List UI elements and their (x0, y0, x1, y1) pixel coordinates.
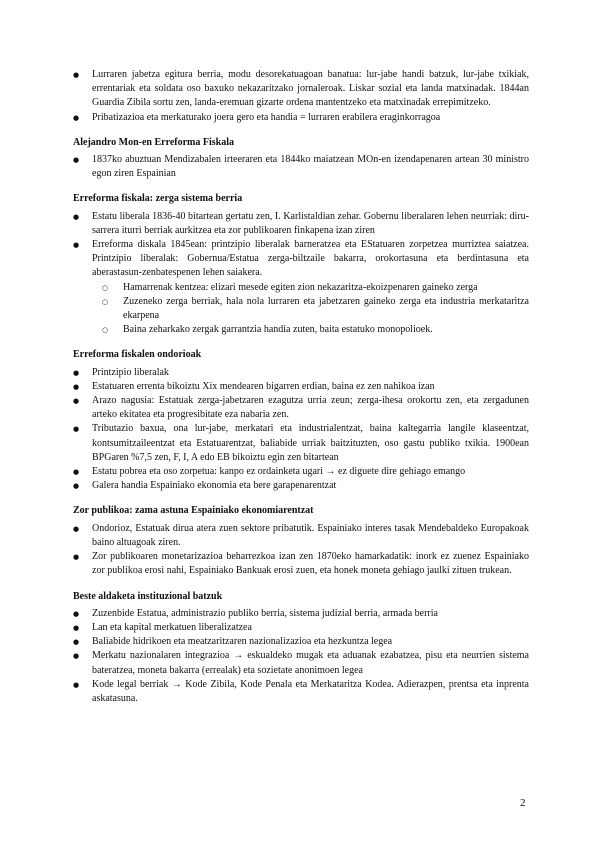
list-item-text: Lan eta kapital merkatuen liberalizatzea (92, 621, 252, 633)
section-heading: Beste aldaketa instituzional batzuk (73, 590, 223, 602)
list-item (73, 238, 529, 337)
list-item-text: Zuzenbide Estatua, administrazio publiko berria, sistema judizial berria, armada berria (92, 607, 438, 619)
list-item (73, 649, 529, 677)
list-item (73, 366, 529, 380)
intro-list (73, 68, 529, 125)
list-item-text: Zor publikoaren monetarizazioa beharrezkoa izan zen 1870eko hamarkadatik: inork ez zuenez Espainiako zor publikoa erosi nahi, Espainiako Bankuak erosi zuen, eta honek moneta gehiago jaulki zituen trukean. (92, 551, 529, 577)
section-heading: Erreforma fiskala: zerga sistema berria (73, 193, 243, 205)
list-item-text: Arazo nagusia: Estatuak zerga-jabetzaren ezagutza urria zeun; zerga-ihesa orokortu zen, eta zergadunen arteko ekitatea eta progresibitate eza nabaria zen. (92, 395, 529, 421)
section-list (73, 153, 529, 181)
section-heading: Alejandro Mon-en Erreforma Fiskala (73, 136, 235, 148)
list-item (73, 465, 529, 479)
list-item-text: 1837ko abuztuan Mendizabalen irteeraren eta 1844ko maiatzean MOn-en izendapenaren artean 30 ministro egon ziren Espainian (92, 154, 529, 180)
list-item: ● Lurraren jabetza egitura berria, modu desorekatuagoan banatua: lur-jabe handi batzuk, lur-jabe txikiak, errentariak eta soldata oso baxuko nekazaritzako jornaleroak. Liskar sozial eta landa matxinadak. 1844an Guardia Zibila sortu zen, landa-eremuan gizarte ordena mantentzeko eta matxinadak errepimitzeko. (73, 68, 529, 111)
list-item (73, 635, 529, 649)
sub-list-item: ○ Baina zeharkako zergak garrantzia handia zuten, baita estatuko monopolioek. (102, 323, 529, 337)
list-item-text: Kode legal berriak → Kode Zibila, Kode Penala eta Merkataritza Kodea. Adierazpen, prentsa eta inprenta askatasuna. (92, 678, 529, 704)
list-item-text: Estatu pobrea eta oso zorpetua: kanpo ez ordainketa ugari → ez diguete dire gehiago emango (92, 466, 466, 478)
list-item (73, 621, 529, 635)
section-list (73, 366, 529, 494)
list-item-text: Printzipio liberalak (92, 366, 169, 378)
list-item (73, 678, 529, 706)
list-item (73, 210, 529, 238)
list-item-text: Estatuaren errenta bikoiztu Xix mendearen bigarren erdian, baina ez zen nahikoa izan (92, 380, 435, 392)
sub-list-item: ○ Hamarrenak kentzea: elizari mesede egiten zion nekazaritza-ekoizpenaren gaineko zerga (102, 281, 529, 295)
list-item (73, 550, 529, 578)
section-list (73, 607, 529, 706)
section-heading: Zor publikoa: zama astuna Espainiako ekonomiarentzat (73, 505, 314, 517)
list-item-text: Erreforma diskala 1845ean: printzipio liberalak barneratzea eta EStatuaren zorpetzea murriztea saiatzea. Printzipio liberalak: Gobernua/Estatua zerga-biltzaile bakarra, orokortasuna eta berdintasuna eta aberastasun-zenbatespenen lehen saiakera. (92, 239, 529, 279)
page-number: 2 (520, 797, 526, 809)
list-item (73, 607, 529, 621)
list-item (73, 153, 529, 181)
list-item-text: Galera handia Espainiako ekonomia eta bere garapenarentzat (92, 480, 337, 492)
sub-list (102, 281, 529, 338)
list-item-text: Baliabide hidrikoen eta meatzaritzaren nazionalizazioa eta hezkuntza legea (92, 636, 393, 648)
list-item-text: Tributazio baxua, ona lur-jabe, merkatari eta industrialentzat, baina kaltegarria langile klaseentzat, kontsumitzaileentzat eta Estatuarentzat, baliabide urriak baitzituzten, oso gastu publiko txikia. 1900ean BPGaren %7,5 zen, F, I, A edo EB bikoiztu egin zen bitartean (92, 423, 529, 463)
list-item (73, 479, 529, 493)
list-item: ● Pribatizazioa eta merkaturako joera gero eta handia = lurraren erabilera eraginkorragoa (73, 111, 529, 125)
list-item (73, 394, 529, 422)
list-item (73, 380, 529, 394)
list-item (73, 522, 529, 550)
section-list (73, 210, 529, 338)
section-list (73, 522, 529, 579)
list-item-text: Ondorioz, Estatuak dirua atera zuen sektore pribatutik. Espainiako interes tasak Mendebaldeko Europakoak baino altuagoak ziren. (92, 522, 529, 548)
sections-container (73, 136, 529, 706)
section-heading: Erreforma fiskalen ondorioak (73, 349, 202, 361)
list-item (73, 422, 529, 465)
page-content (73, 68, 529, 706)
list-item-text: Estatu liberala 1836-40 bitartean gertatu zen, I. Karlistaldian zehar. Gobernu liberalaren lehen neurriak: diru-sarrera iturri berriak aurkitzea eta zor publikoaren finkapena izan ziren (92, 210, 529, 236)
sub-list-item: ○ Zuzeneko zerga berriak, hala nola lurraren eta jabetzaren gaineko zerga eta industria merkataritza ekarpena (102, 295, 529, 323)
list-item-text: Merkatu nazionalaren integrazioa → eskualdeko mugak eta aduanak ezabatzea, pisu eta neurrien sistema bateratzea, moneta bakarra (errealak) eta sozietate anonimoen legea (92, 650, 529, 676)
